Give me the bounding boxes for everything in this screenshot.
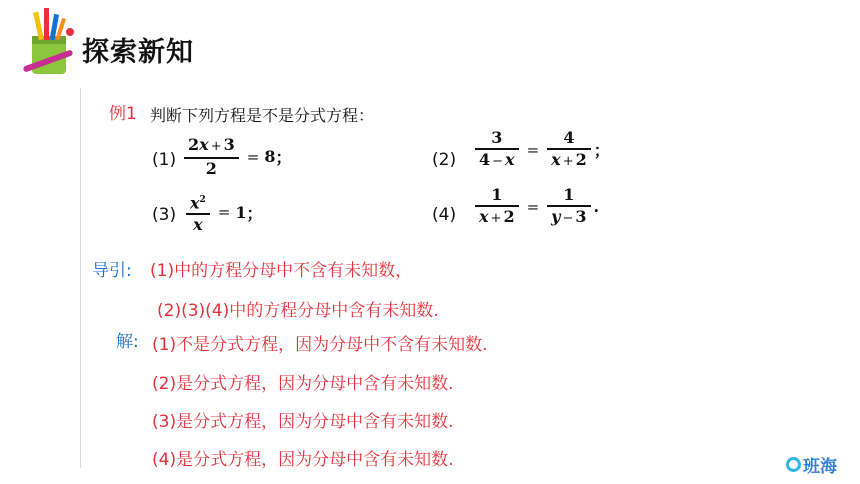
solution-line-4: (4)是分式方程，因为分母中含有未知数. bbox=[152, 450, 454, 470]
fraction: $\frac{4}{x + 2}$ bbox=[547, 128, 591, 172]
equation-1: $\frac{2x + 3}{2}$ = 8 ； bbox=[181, 135, 291, 179]
divider-line bbox=[80, 88, 81, 468]
item-4-number: (4) bbox=[432, 205, 457, 225]
equation-2: $\frac{3}{4 - x}$ = $\frac{4}{x + 2}$ ； bbox=[472, 128, 610, 172]
solution-line-2: (2)是分式方程，因为分母中含有未知数. bbox=[152, 374, 454, 394]
fraction: $\frac{2x + 3}{2}$ bbox=[184, 135, 239, 179]
solution-line-1: (1)不是分式方程，因为分母中不含有未知数. bbox=[152, 335, 488, 355]
fraction: $\frac{3}{4 - x}$ bbox=[475, 128, 519, 172]
item-1-number: (1) bbox=[152, 150, 177, 170]
solution-line-3: (3)是分式方程，因为分母中含有未知数. bbox=[152, 412, 454, 432]
solution-label: 解: bbox=[116, 332, 139, 352]
fraction: $\frac{1}{y - 3}$ bbox=[547, 185, 590, 229]
pencil-cup-icon bbox=[18, 6, 80, 80]
item-3-number: (3) bbox=[152, 205, 177, 225]
page-title: 探索新知 bbox=[82, 37, 194, 68]
equation-3: $\frac{x^2}{x}$ = 1 ； bbox=[183, 190, 263, 235]
brand-circle-icon bbox=[786, 457, 801, 472]
guide-line-1: (1)中的方程分母中不含有未知数， bbox=[150, 261, 413, 281]
equation-4: $\frac{1}{x + 2}$ = $\frac{1}{y - 3}$ . bbox=[472, 185, 599, 229]
example-label: 例1 bbox=[109, 104, 137, 124]
fraction: $\frac{x^2}{x}$ bbox=[186, 190, 210, 235]
guide-label: 导引: bbox=[92, 261, 132, 281]
question-text: 判断下列方程是不是分式方程： bbox=[150, 106, 375, 125]
brand-name: 班海 bbox=[803, 457, 837, 477]
brand-logo bbox=[786, 452, 837, 477]
fraction: $\frac{1}{x + 2}$ bbox=[475, 185, 519, 229]
guide-line-2: (2)(3)(4)中的方程分母中含有未知数. bbox=[157, 301, 439, 321]
item-2-number: (2) bbox=[432, 150, 457, 170]
